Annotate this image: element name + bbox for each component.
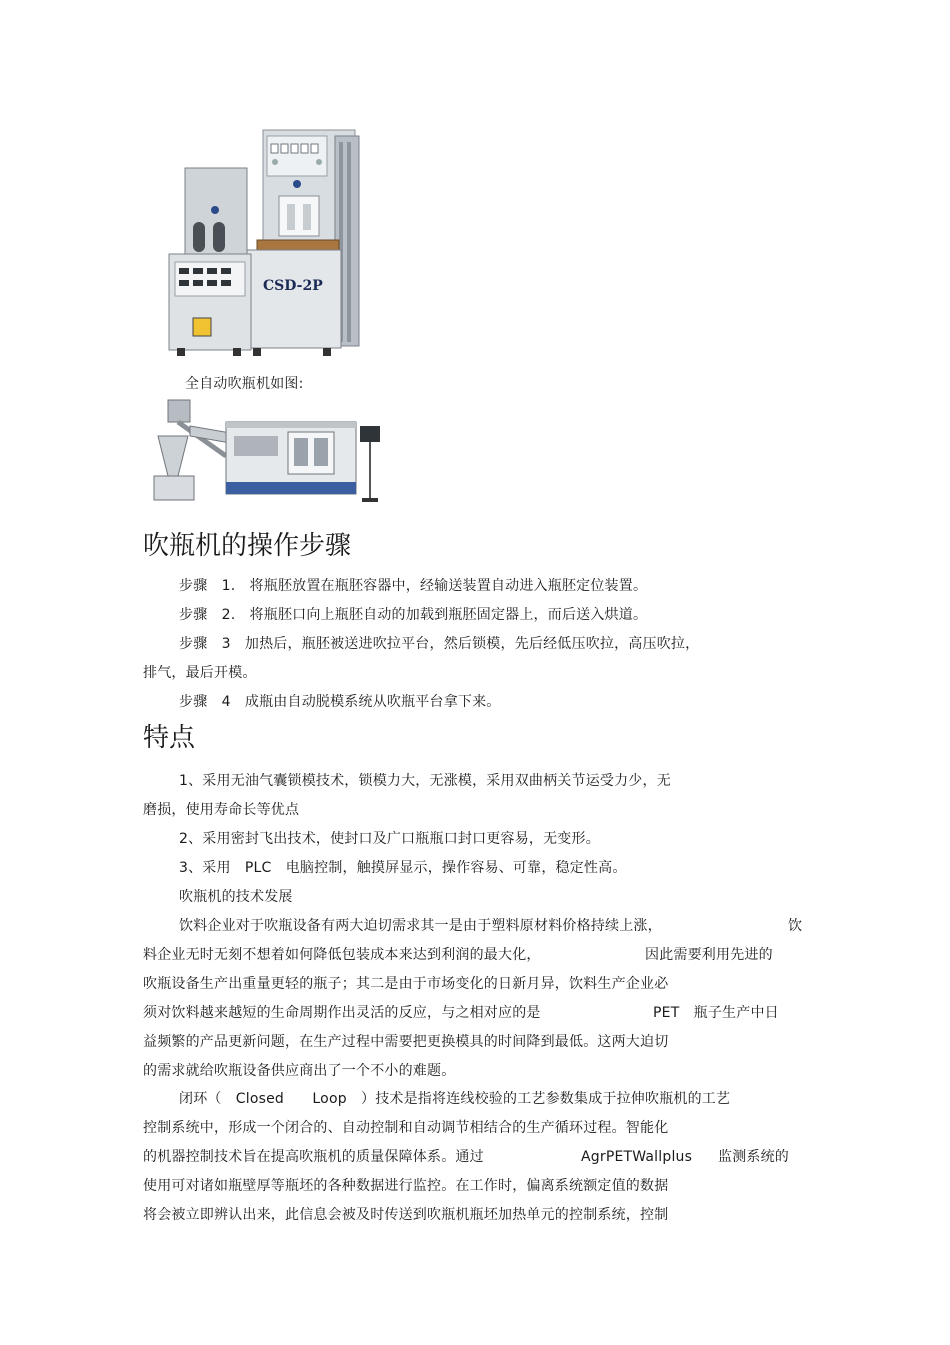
feature-3: 3、采用 PLC 电脑控制，触摸屏显示，操作容易、可靠，稳定性高。 <box>179 860 627 876</box>
step-1: 步骤 1. 将瓶胚放置在瓶胚容器中，经输送装置自动进入瓶胚定位装置。 <box>179 578 648 594</box>
para1-line: 须对饮料越来越短的生命周期作出灵活的反应，与之相对应的是 <box>143 1005 541 1021</box>
machine-model-label: CSD-2P <box>263 278 323 294</box>
step-4: 步骤 4 成瓶由自动脱模系统从吹瓶平台拿下来。 <box>179 694 501 710</box>
para2-line: 将会被立即辨认出来，此信息会被及时传送到吹瓶机瓶坯加热单元的控制系统，控制 <box>143 1207 669 1223</box>
feature-1-continued: 磨损，使用寿命长等优点 <box>143 802 300 818</box>
feature-1: 1、采用无油气囊锁模技术，锁模力大，无涨模，采用双曲柄关节运受力少，无 <box>179 773 671 789</box>
figure-caption: 全自动吹瓶机如图: <box>185 376 304 392</box>
semi-auto-blow-molding-machine-image <box>163 122 373 360</box>
para1-line-tail: 饮 <box>788 918 803 934</box>
para1-line: 的需求就给吹瓶设备供应商出了一个不小的难题。 <box>143 1063 456 1079</box>
para1-line: 料企业无时无刻不想着如何降低包装成本来达到利润的最大化， <box>143 947 541 963</box>
feature-2: 2、采用密封飞出技术，使封口及广口瓶瓶口封口更容易，无变形。 <box>179 831 600 847</box>
para1-line-tail: 因此需要利用先进的 <box>645 947 773 963</box>
para1-line: 饮料企业对于吹瓶设备有两大迫切需求其一是由于塑料原材料价格持续上涨， <box>179 918 662 934</box>
step-2: 步骤 2. 将瓶胚口向上瓶胚自动的加载到瓶胚固定器上，而后送入烘道。 <box>179 607 648 623</box>
para2-line: 的机器控制技术旨在提高吹瓶机的质量保障体系。通过 <box>143 1149 484 1165</box>
step-3-continued: 排气，最后开模。 <box>143 665 257 681</box>
para2-line: 闭环（ Closed Loop ）技术是指将连线校验的工艺参数集成于拉伸吹瓶机的工艺 <box>179 1091 731 1107</box>
para2-line: 使用可对诸如瓶壁厚等瓶坯的各种数据进行监控。在工作时，偏离系统额定值的数据 <box>143 1178 669 1194</box>
para1-line: 益频繁的产品更新问题，在生产过程中需要把更换模具的时间降到最低。这两大迫切 <box>143 1034 669 1050</box>
section-title-operation-steps: 吹瓶机的操作步骤 <box>143 531 352 561</box>
para2-line-term: AgrPETWallplus <box>581 1149 693 1165</box>
subheading-tech-development: 吹瓶机的技术发展 <box>179 889 293 905</box>
step-3: 步骤 3 加热后，瓶胚被送进吹拉平台，然后锁模，先后经低压吹拉，高压吹拉， <box>179 636 700 652</box>
para2-line-tail: 监测系统的 <box>718 1149 789 1165</box>
para1-line: 吹瓶设备生产出重量更轻的瓶子；其二是由于市场变化的日新月异，饮料生产企业必 <box>143 976 669 992</box>
para1-line-tail: PET 瓶子生产中日 <box>653 1005 779 1021</box>
para2-line: 控制系统中，形成一个闭合的、自动控制和自动调节相结合的生产循环过程。智能化 <box>143 1120 669 1136</box>
full-auto-blow-molding-line-image <box>148 396 383 508</box>
section-title-features: 特点 <box>143 723 196 753</box>
